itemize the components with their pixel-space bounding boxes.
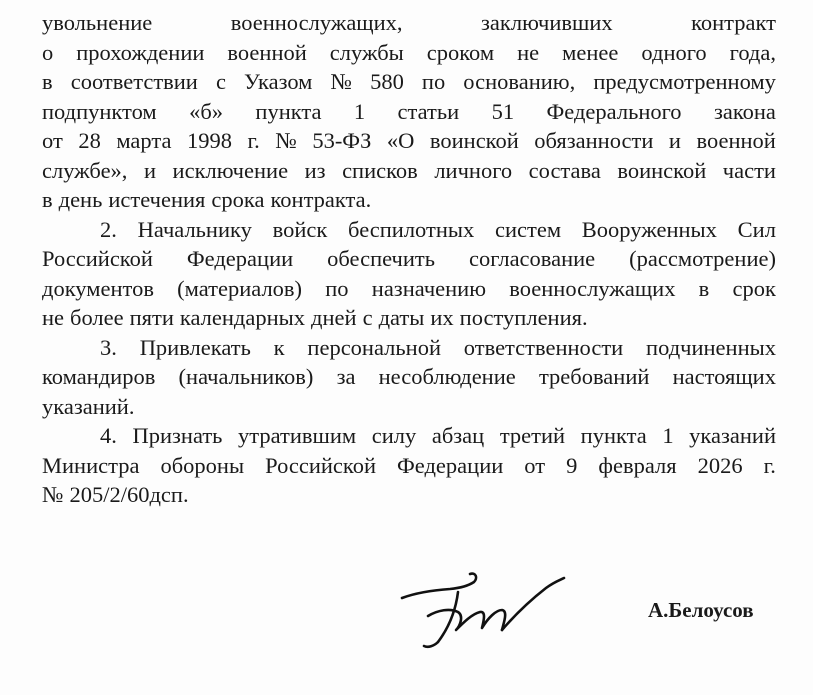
word: февраля (598, 452, 677, 478)
word: военнослужащих (509, 275, 676, 301)
text-line (42, 333, 776, 363)
text-line (42, 303, 776, 333)
word: закона (713, 98, 776, 124)
word: Российской (42, 246, 153, 271)
word: систем (494, 216, 562, 242)
word: Сил (737, 216, 776, 242)
word: (рассмотрение) (629, 246, 776, 271)
word: срока (211, 187, 265, 212)
word: настоящих (672, 364, 776, 389)
word: Признать (132, 423, 223, 448)
text-line (42, 126, 776, 156)
word: 9 (566, 452, 578, 478)
word: состава (528, 157, 601, 183)
word: обеспечить (327, 246, 436, 271)
word: Федерации (186, 246, 294, 271)
word: контракта. (270, 187, 372, 212)
word: от (524, 452, 546, 478)
word: № (42, 482, 64, 507)
word: назначению (371, 275, 487, 301)
word: пункта (255, 98, 322, 124)
text-line (42, 67, 776, 97)
word: 4. (100, 423, 117, 448)
word: 1998 (186, 128, 232, 153)
word: части (722, 157, 776, 183)
word: 51 (491, 98, 515, 124)
word: согласование (469, 246, 596, 271)
text-line (42, 8, 776, 38)
word: утратившим (238, 423, 357, 448)
word: указаний. (42, 393, 135, 419)
word: обороны (160, 452, 245, 478)
word: личного (434, 157, 513, 183)
word: даты (378, 305, 425, 330)
word: календарных (179, 305, 306, 330)
word: несоблюдение (378, 364, 516, 389)
word: день (58, 187, 103, 212)
word: от (42, 128, 63, 153)
word: и (143, 157, 157, 183)
word: предусмотренному (593, 69, 776, 94)
word: не (517, 39, 540, 65)
word: 28 (78, 128, 101, 153)
word: исключение (172, 157, 289, 183)
word: третий (499, 423, 566, 448)
word: истечения (108, 187, 206, 212)
text-line (42, 392, 776, 422)
word: прохождении (76, 39, 205, 65)
word: № (275, 128, 297, 153)
word: увольнение (42, 10, 153, 35)
text-line (42, 421, 776, 451)
word: абзац (431, 423, 485, 448)
word: сроком (426, 39, 495, 65)
word: одного (641, 39, 707, 65)
word: указаний (689, 423, 776, 448)
text-line (42, 185, 776, 215)
word: с (362, 305, 373, 330)
word: войск (272, 216, 328, 242)
word: службе», (42, 157, 128, 183)
word: более (70, 305, 124, 330)
word: военной (227, 39, 307, 65)
word: 580 (370, 69, 404, 94)
word: с (215, 69, 226, 94)
word: воинской (429, 128, 519, 153)
text-line (42, 97, 776, 127)
text-line (42, 215, 776, 245)
word: военнослужащих, (230, 10, 403, 35)
word: Привлекать (139, 334, 251, 360)
word: не (42, 305, 65, 330)
word: 205/2/60дсп. (69, 482, 189, 507)
word: (материалов) (177, 275, 303, 301)
word: Вооруженных (581, 216, 717, 242)
word: г. (247, 128, 260, 153)
word: их (430, 305, 454, 330)
word: по (421, 69, 446, 94)
word: срок (732, 275, 776, 301)
text-line (42, 274, 776, 304)
word: Федерального (546, 98, 682, 124)
word: менее (562, 39, 619, 65)
text-line (42, 480, 776, 510)
word: г. (763, 452, 776, 478)
text-line (42, 362, 776, 392)
word: № (330, 69, 352, 94)
word: 53-ФЗ (312, 128, 372, 153)
word: обязанности (534, 128, 654, 153)
word: в (698, 275, 710, 301)
word: и (668, 128, 681, 153)
word: (начальников) (178, 364, 314, 389)
word: из (304, 157, 326, 183)
word: в (42, 69, 53, 94)
word: марта (116, 128, 172, 153)
word: статьи (397, 98, 460, 124)
word: поступления. (459, 305, 588, 330)
word: Министра (42, 452, 140, 478)
word: Указом (244, 69, 313, 94)
word: ответственности (463, 334, 624, 360)
word: заключивших (481, 10, 613, 35)
word: военной (696, 128, 776, 153)
signer-name: А.Белоусов (648, 598, 754, 622)
word: «О (386, 128, 415, 153)
text-line (42, 156, 776, 186)
word: соответствии (70, 69, 198, 94)
handwritten-signature (398, 556, 566, 656)
word: службы (329, 39, 404, 65)
word: 2026 (697, 452, 743, 478)
word: подчиненных (646, 334, 776, 360)
text-line (42, 38, 776, 68)
word: в (42, 187, 53, 212)
word: основанию, (463, 69, 576, 94)
word: силу (371, 423, 417, 448)
word: Начальнику (137, 216, 252, 242)
word: документов (42, 275, 154, 301)
word: о (42, 39, 54, 65)
word: Российской (265, 452, 376, 478)
word: списков (342, 157, 418, 183)
text-line (42, 451, 776, 481)
document-body (42, 8, 776, 510)
word: подпунктом (42, 98, 157, 124)
word: беспилотных (348, 216, 475, 242)
word: дней (311, 305, 357, 330)
word: персональной (307, 334, 441, 360)
word: по (325, 275, 349, 301)
word: «б» (189, 98, 224, 124)
word: командиров (42, 364, 156, 389)
word: года, (729, 39, 776, 65)
word: 2. (100, 216, 117, 242)
word: воинской (617, 157, 707, 183)
word: контракт (691, 10, 776, 35)
word: к (273, 334, 285, 360)
word: за (336, 364, 356, 389)
word: пункта (580, 423, 647, 448)
word: 1 (662, 423, 674, 448)
word: пяти (129, 305, 174, 330)
word: требований (538, 364, 650, 389)
text-line (42, 244, 776, 274)
word: 1 (353, 98, 366, 124)
word: 3. (100, 334, 117, 360)
word: Федерации (397, 452, 504, 478)
